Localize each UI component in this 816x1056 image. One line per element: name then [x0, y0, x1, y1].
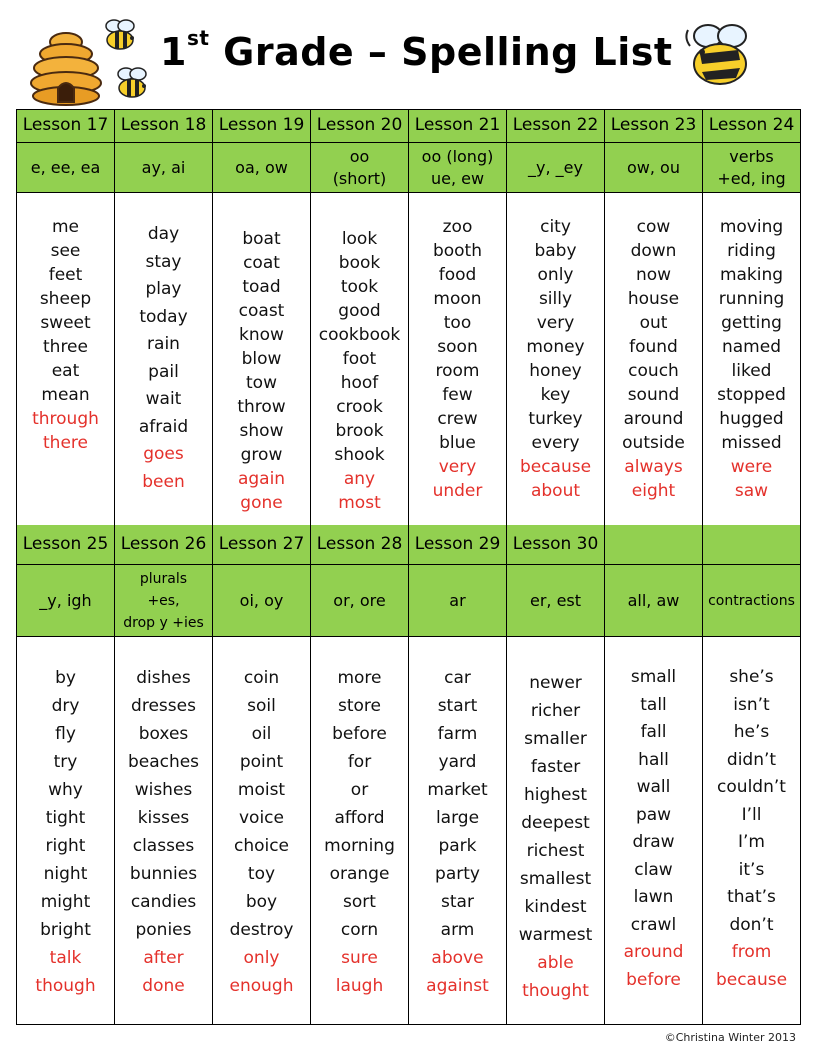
- list-item: candies: [130, 892, 197, 912]
- review-word: though: [35, 976, 96, 996]
- list-item: soil: [247, 696, 276, 716]
- review-word: before: [626, 969, 681, 990]
- phonics-pattern: contractions: [703, 565, 801, 637]
- list-item: book: [338, 253, 381, 273]
- list-item: city: [540, 217, 571, 237]
- word-list: [703, 637, 801, 1025]
- list-item: afraid: [138, 416, 189, 437]
- list-item: throw: [237, 397, 286, 417]
- list-item: point: [239, 752, 284, 772]
- list-item: choice: [233, 836, 290, 856]
- word-list: [605, 637, 703, 1025]
- list-item: few: [442, 385, 473, 405]
- lesson-header: Lesson 26: [115, 525, 213, 565]
- list-item: toy: [247, 864, 276, 884]
- list-item: tall: [640, 694, 667, 715]
- list-item: soon: [437, 337, 478, 357]
- list-item: coin: [243, 668, 280, 688]
- list-item: arm: [440, 920, 475, 940]
- phonics-pattern: oa, ow: [213, 143, 311, 193]
- list-item: fly: [55, 724, 76, 744]
- list-item: kindest: [524, 897, 587, 917]
- list-item: liked: [731, 361, 772, 381]
- review-word: sure: [341, 948, 378, 968]
- phonics-pattern: ow, ou: [605, 143, 703, 193]
- phonics-pattern: oo (short): [311, 143, 409, 193]
- bee-icon: [112, 66, 152, 102]
- list-item: sound: [627, 385, 680, 405]
- list-item: today: [139, 306, 188, 327]
- list-item: sort: [343, 892, 376, 912]
- list-item: market: [427, 780, 488, 800]
- list-item: honey: [529, 361, 582, 381]
- lesson-header: Lesson 19: [213, 110, 311, 143]
- list-item: making: [719, 265, 784, 285]
- list-item: small: [630, 667, 677, 687]
- list-item: hugged: [719, 409, 784, 429]
- list-item: bright: [40, 920, 91, 940]
- phonics-pattern: er, est: [507, 565, 605, 637]
- review-word: only: [243, 948, 280, 968]
- list-item: I’m: [738, 832, 765, 852]
- list-item: day: [147, 224, 180, 244]
- list-item: look: [341, 229, 378, 249]
- phonics-pattern: _y, igh: [17, 565, 115, 637]
- list-item: didn’t: [726, 749, 777, 770]
- list-item: cookbook: [318, 325, 401, 345]
- list-item: hall: [638, 749, 669, 770]
- page-title: 1st Grade – Spelling List: [160, 26, 673, 74]
- list-item: oil: [251, 724, 272, 744]
- list-item: crawl: [630, 914, 677, 935]
- list-item: found: [629, 337, 678, 357]
- list-item: silly: [538, 289, 573, 309]
- list-item: party: [435, 864, 480, 884]
- list-item: outside: [622, 433, 685, 453]
- lesson-header: Lesson 21: [409, 110, 507, 143]
- list-item: smaller: [524, 729, 587, 749]
- list-item: yard: [438, 752, 477, 772]
- bee-icon: [680, 20, 760, 95]
- list-item: claw: [634, 859, 673, 880]
- copyright: ©Christina Winter 2013: [664, 1031, 796, 1044]
- list-item: that’s: [727, 887, 776, 907]
- phonics-pattern: all, aw: [605, 565, 703, 637]
- list-item: moon: [433, 289, 482, 309]
- list-item: faster: [530, 757, 581, 777]
- list-item: destroy: [229, 920, 294, 940]
- review-word: able: [537, 953, 574, 973]
- spelling-table-bottom: [16, 525, 801, 1025]
- list-item: me: [51, 217, 80, 237]
- list-item: eat: [51, 361, 80, 381]
- lesson-header: Lesson 30: [507, 525, 605, 565]
- list-item: stay: [145, 251, 182, 272]
- word-list: [17, 637, 115, 1025]
- list-item: blow: [241, 349, 282, 369]
- word-list: [605, 193, 703, 526]
- lesson-header: Lesson 20: [311, 110, 409, 143]
- list-item: newer: [529, 673, 582, 693]
- list-item: richest: [526, 841, 585, 861]
- lesson-header: Lesson 29: [409, 525, 507, 565]
- list-item: booth: [432, 241, 483, 261]
- word-list: [507, 193, 605, 526]
- list-item: why: [48, 780, 83, 800]
- list-item: pail: [148, 361, 179, 382]
- lesson-header: Lesson 23: [605, 110, 703, 143]
- list-item: play: [145, 279, 182, 299]
- lesson-header: [605, 525, 703, 565]
- list-item: farm: [437, 724, 478, 744]
- list-item: sheep: [39, 289, 92, 309]
- list-item: stopped: [717, 385, 786, 405]
- list-item: right: [45, 836, 86, 856]
- list-item: out: [639, 313, 668, 333]
- review-word: been: [142, 471, 185, 492]
- list-item: money: [526, 337, 585, 357]
- list-item: before: [332, 724, 387, 744]
- list-item: more: [337, 668, 382, 688]
- list-item: or: [350, 780, 369, 800]
- word-list: [311, 193, 409, 526]
- list-item: food: [438, 265, 477, 285]
- lesson-header: Lesson 22: [507, 110, 605, 143]
- list-item: bunnies: [129, 864, 198, 884]
- review-word: done: [142, 976, 185, 996]
- review-word: against: [426, 976, 489, 996]
- list-item: he’s: [733, 722, 770, 742]
- list-item: classes: [132, 836, 195, 856]
- phonics-pattern: _y, _ey: [507, 143, 605, 193]
- review-word: most: [338, 493, 381, 513]
- review-word: talk: [49, 948, 82, 968]
- review-word: goes: [143, 444, 184, 464]
- word-list: [213, 637, 311, 1025]
- list-item: crook: [336, 397, 383, 417]
- review-word: thought: [522, 981, 589, 1001]
- list-item: draw: [632, 832, 675, 852]
- lesson-header: Lesson 24: [703, 110, 801, 143]
- lesson-header: Lesson 27: [213, 525, 311, 565]
- list-item: coat: [243, 253, 280, 273]
- list-item: missed: [721, 433, 782, 453]
- list-item: room: [435, 361, 480, 381]
- word-list: [507, 637, 605, 1025]
- phonics-pattern: oi, oy: [213, 565, 311, 637]
- list-item: don’t: [729, 914, 774, 935]
- review-word: saw: [734, 481, 769, 501]
- list-item: very: [536, 313, 575, 333]
- phonics-pattern: ar: [409, 565, 507, 637]
- review-word: eight: [631, 481, 676, 501]
- review-word: through: [32, 409, 99, 429]
- list-item: try: [53, 752, 78, 772]
- list-item: every: [531, 433, 580, 453]
- list-item: down: [630, 241, 677, 261]
- review-word: enough: [229, 976, 294, 996]
- word-list: [311, 637, 409, 1025]
- list-item: rain: [147, 334, 180, 354]
- list-item: dishes: [136, 668, 191, 688]
- list-item: took: [340, 277, 379, 297]
- list-item: might: [40, 892, 91, 912]
- list-item: I’ll: [741, 804, 762, 825]
- list-item: brook: [335, 421, 384, 441]
- list-item: tow: [246, 373, 277, 393]
- phonics-pattern: plurals +es, drop y +ies: [115, 565, 213, 637]
- list-item: she’s: [729, 667, 774, 687]
- list-item: cow: [636, 217, 671, 237]
- list-item: isn’t: [733, 694, 770, 715]
- review-word: after: [143, 948, 184, 968]
- list-item: for: [347, 752, 372, 772]
- lesson-header: Lesson 17: [17, 110, 115, 143]
- review-word: very: [438, 457, 477, 477]
- spelling-table-top: [16, 109, 801, 526]
- list-item: boxes: [138, 724, 189, 744]
- list-item: moving: [719, 217, 784, 237]
- list-item: afford: [334, 808, 385, 828]
- list-item: moist: [237, 780, 286, 800]
- list-item: riding: [727, 241, 776, 261]
- list-item: ponies: [135, 920, 192, 940]
- list-item: lawn: [633, 887, 674, 907]
- list-item: dry: [51, 696, 80, 716]
- list-item: baby: [534, 241, 577, 261]
- review-word: always: [624, 457, 683, 477]
- list-item: now: [635, 265, 672, 285]
- phonics-pattern: oo (long) ue, ew: [409, 143, 507, 193]
- list-item: star: [441, 892, 474, 912]
- list-item: house: [627, 289, 680, 309]
- word-list: [409, 637, 507, 1025]
- list-item: coast: [238, 301, 285, 321]
- review-word: above: [431, 948, 484, 968]
- list-item: mean: [41, 385, 90, 405]
- list-item: voice: [239, 808, 284, 828]
- word-list: [213, 193, 311, 526]
- list-item: key: [540, 385, 571, 405]
- list-item: feet: [48, 265, 83, 285]
- review-word: because: [715, 969, 788, 990]
- list-item: good: [338, 301, 381, 321]
- lesson-header: Lesson 28: [311, 525, 409, 565]
- list-item: running: [718, 289, 785, 309]
- list-item: deepest: [521, 813, 590, 833]
- list-item: large: [435, 808, 480, 828]
- phonics-pattern: or, ore: [311, 565, 409, 637]
- review-word: any: [343, 469, 376, 489]
- phonics-pattern: ay, ai: [115, 143, 213, 193]
- list-item: named: [721, 337, 781, 357]
- list-item: dresses: [131, 696, 196, 716]
- word-list: [409, 193, 507, 526]
- list-item: show: [239, 421, 284, 441]
- list-item: tight: [45, 808, 86, 828]
- list-item: corn: [340, 920, 379, 940]
- list-item: orange: [329, 864, 390, 884]
- list-item: three: [43, 337, 88, 357]
- review-word: under: [432, 481, 483, 501]
- word-list: [17, 193, 115, 526]
- list-item: wall: [636, 777, 671, 797]
- review-word: gone: [240, 493, 283, 513]
- list-item: boy: [245, 892, 278, 912]
- lesson-header: Lesson 18: [115, 110, 213, 143]
- review-word: laugh: [335, 976, 384, 996]
- list-item: start: [437, 696, 478, 716]
- review-word: because: [519, 457, 592, 477]
- lesson-header: [703, 525, 801, 565]
- list-item: paw: [635, 804, 672, 825]
- list-item: store: [338, 696, 381, 716]
- list-item: shook: [334, 445, 385, 465]
- review-word: about: [530, 481, 581, 501]
- word-list: [703, 193, 801, 526]
- list-item: couldn’t: [717, 777, 786, 797]
- review-word: again: [237, 469, 286, 489]
- list-item: getting: [721, 313, 782, 333]
- review-word: were: [730, 457, 773, 477]
- list-item: kisses: [137, 808, 190, 828]
- list-item: know: [239, 325, 284, 345]
- list-item: boat: [242, 229, 281, 249]
- phonics-pattern: e, ee, ea: [17, 143, 115, 193]
- list-item: park: [438, 836, 477, 856]
- list-item: wishes: [134, 780, 193, 800]
- list-item: smallest: [519, 869, 592, 889]
- list-item: around: [623, 409, 684, 429]
- list-item: foot: [342, 349, 377, 369]
- list-item: fall: [640, 722, 667, 742]
- list-item: grow: [240, 445, 283, 465]
- review-word: from: [731, 942, 772, 962]
- word-list: [115, 193, 213, 526]
- list-item: toad: [242, 277, 281, 297]
- list-item: it’s: [738, 859, 765, 880]
- list-item: hoof: [340, 373, 379, 393]
- lesson-header: Lesson 25: [17, 525, 115, 565]
- list-item: blue: [439, 433, 476, 453]
- list-item: beaches: [127, 752, 200, 772]
- bee-icon: [100, 18, 140, 54]
- phonics-pattern: verbs +ed, ing: [703, 143, 801, 193]
- list-item: wait: [145, 389, 182, 409]
- list-item: warmest: [518, 925, 593, 945]
- list-item: sweet: [40, 313, 91, 333]
- list-item: crew: [437, 409, 478, 429]
- list-item: couch: [628, 361, 679, 381]
- list-item: too: [443, 313, 472, 333]
- list-item: car: [444, 668, 471, 688]
- list-item: only: [537, 265, 574, 285]
- list-item: by: [55, 668, 76, 688]
- list-item: see: [50, 241, 81, 261]
- list-item: zoo: [442, 217, 473, 237]
- list-item: turkey: [528, 409, 583, 429]
- list-item: highest: [523, 785, 588, 805]
- word-list: [115, 637, 213, 1025]
- review-word: around: [623, 942, 684, 962]
- list-item: richer: [530, 701, 581, 721]
- review-word: there: [43, 433, 88, 453]
- list-item: night: [43, 864, 88, 884]
- list-item: morning: [324, 836, 395, 856]
